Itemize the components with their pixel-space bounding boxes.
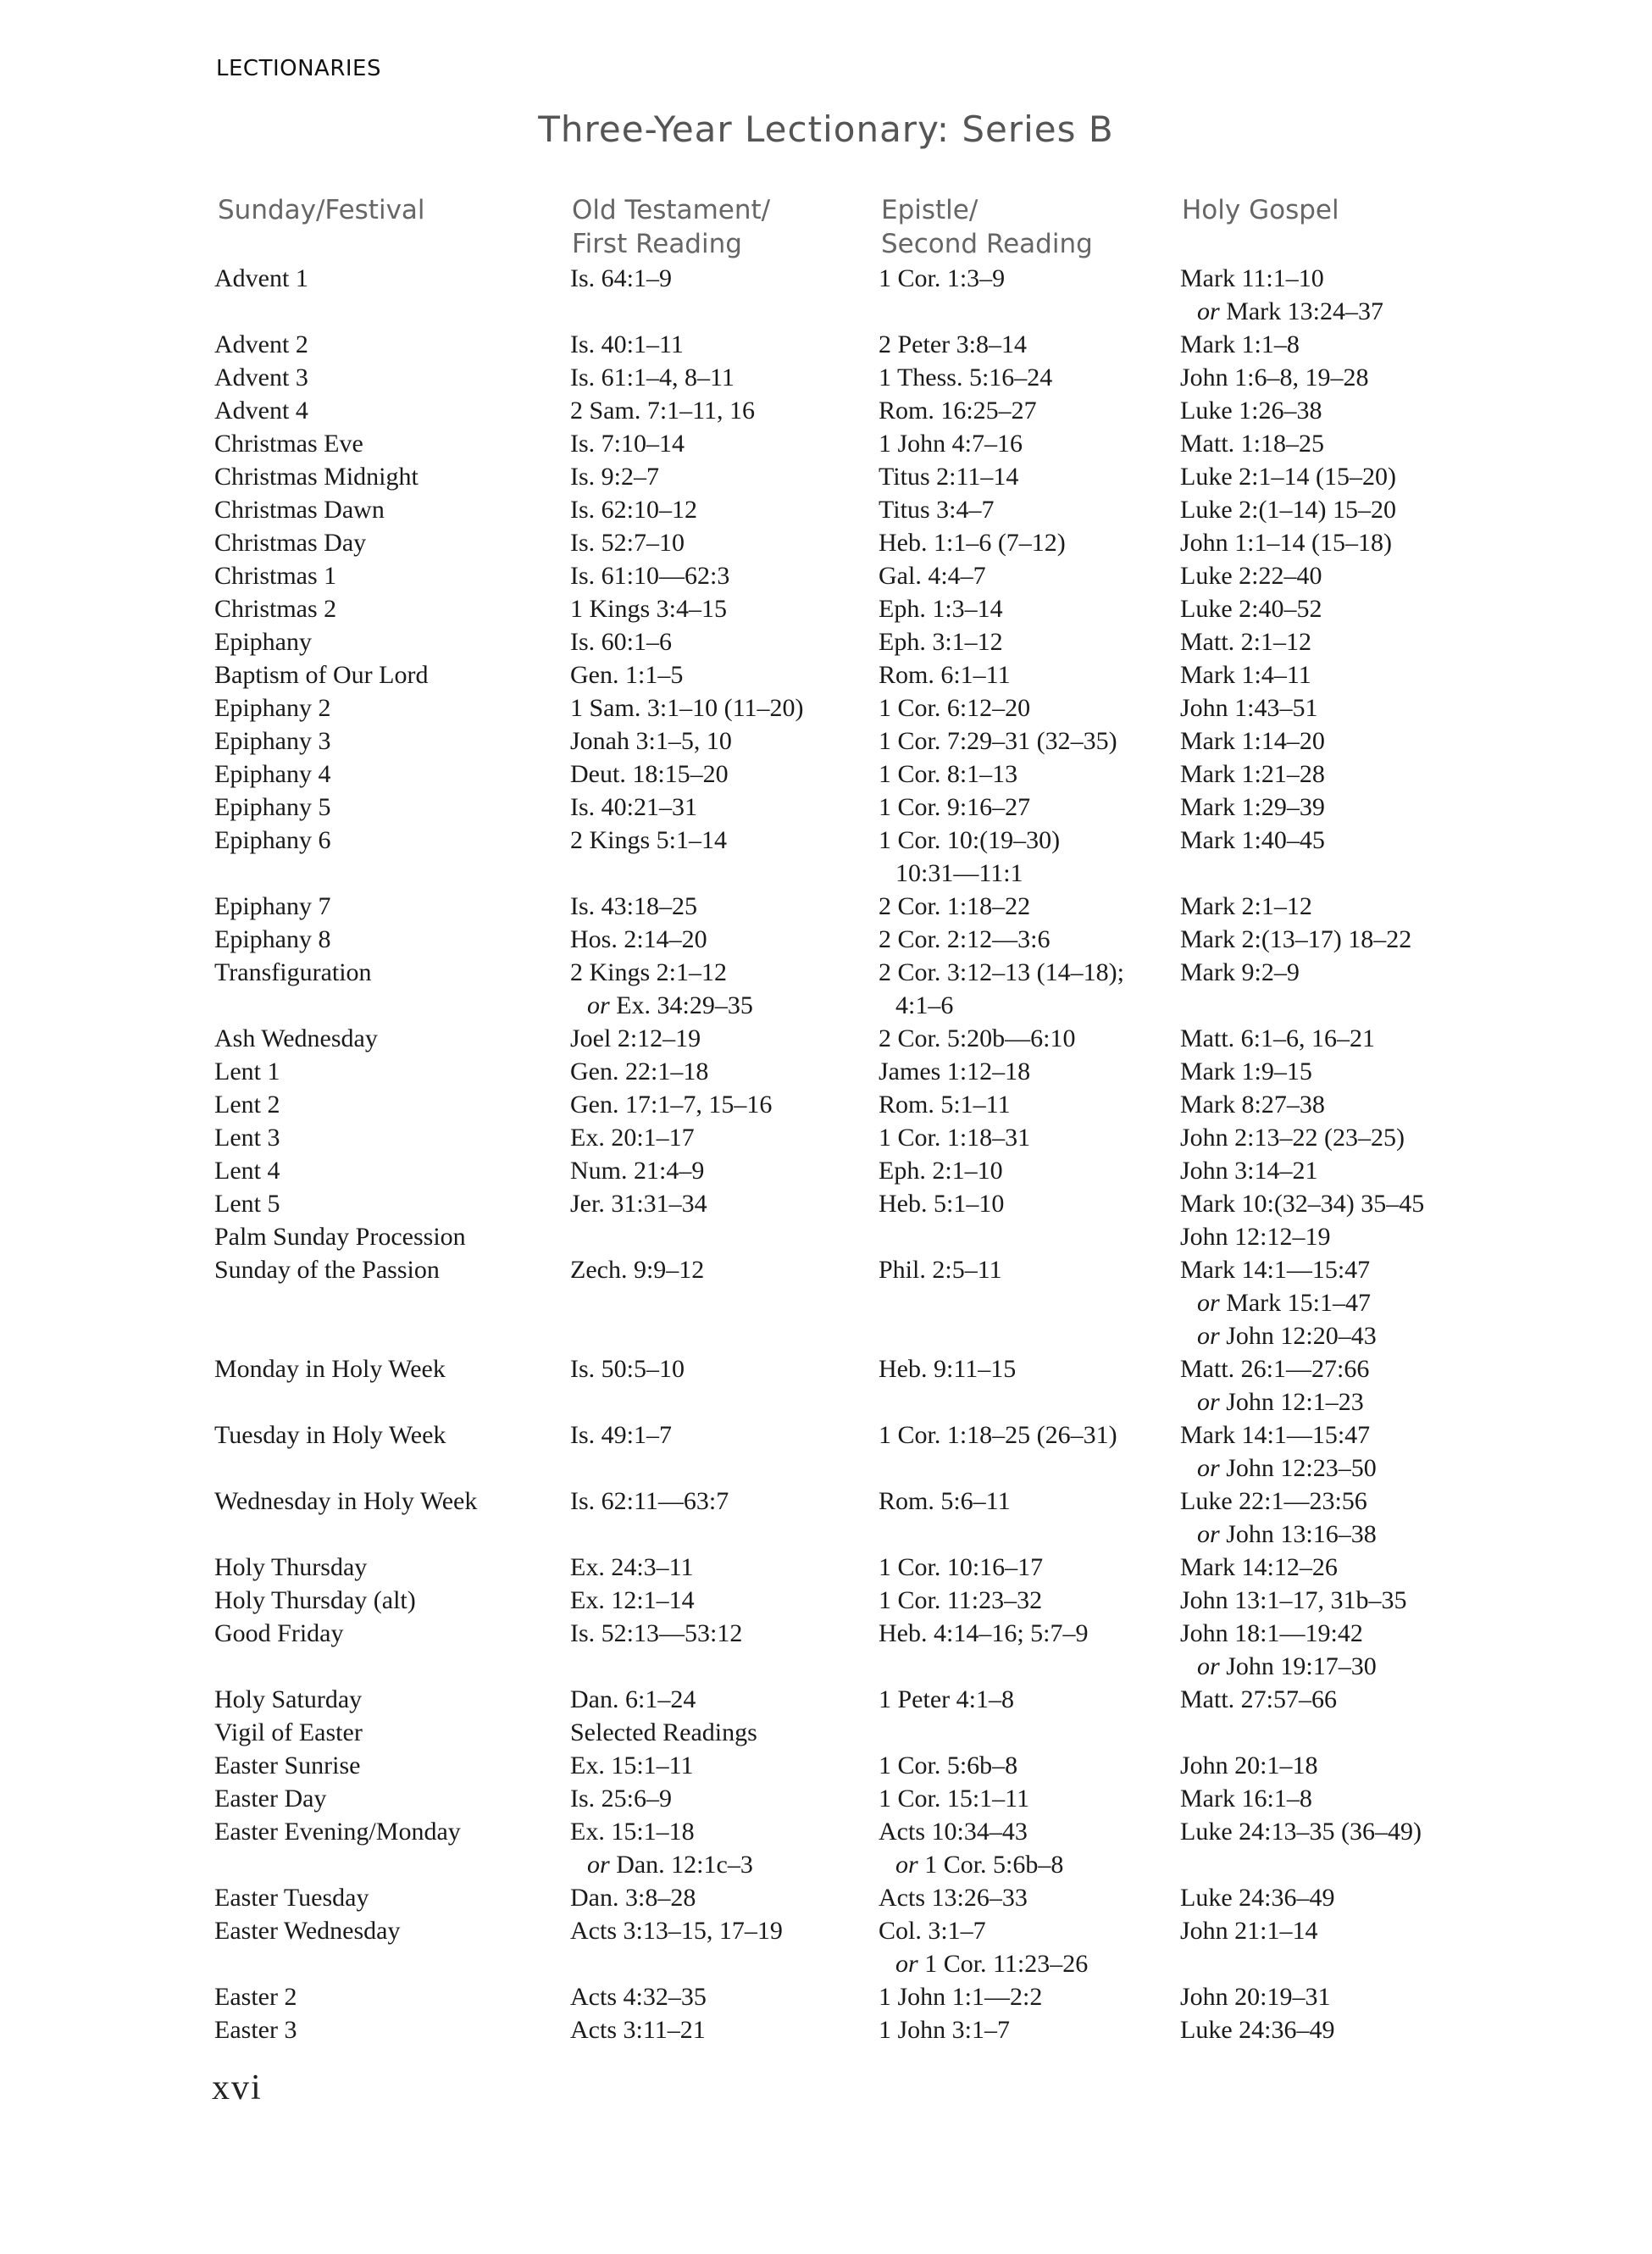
table-row <box>0 2016 1652 2049</box>
old-testament-cell: Is. 9:2–7 <box>570 463 659 491</box>
gospel-alt-cell-text: Mark 13:24–37 <box>1226 297 1384 325</box>
old-testament-cell: Gen. 1:1–5 <box>570 661 684 689</box>
epistle-cell: Rom. 16:25–27 <box>879 397 1037 425</box>
or-word: or <box>895 1851 918 1879</box>
table-row <box>0 1058 1652 1091</box>
table-row <box>0 595 1652 628</box>
gospel-cell: Luke 2:(1–14) 15–20 <box>1180 496 1396 524</box>
table-row <box>0 1752 1652 1785</box>
page-title: Three-Year Lectionary: Series B <box>538 108 1114 150</box>
header-old-testament <box>572 193 770 261</box>
festival-cell: Christmas Eve <box>214 430 363 458</box>
table-row <box>0 1190 1652 1223</box>
gospel-cell: Mark 2:(13–17) 18–22 <box>1180 925 1412 953</box>
old-testament-alt-cell <box>587 1851 753 1879</box>
gospel-cell: Luke 2:1–14 (15–20) <box>1180 463 1396 491</box>
epistle-cell: Col. 3:1–7 <box>879 1917 986 1945</box>
gospel-cell: Matt. 26:1—27:66 <box>1180 1355 1370 1383</box>
epistle-cell: 1 Cor. 1:3–9 <box>879 264 1006 292</box>
table-row <box>0 1818 1652 1884</box>
table-row <box>0 1884 1652 1917</box>
gospel-cell: Mark 2:1–12 <box>1180 892 1312 920</box>
epistle-cell: 1 John 3:1–7 <box>879 2016 1011 2044</box>
festival-cell: Lent 3 <box>214 1124 280 1152</box>
old-testament-cell: 1 Sam. 3:1–10 (11–20) <box>570 694 804 722</box>
epistle-cell: Titus 3:4–7 <box>879 496 995 524</box>
festival-cell: Tuesday in Holy Week <box>214 1421 446 1449</box>
gospel-alt2-cell <box>1197 1322 1377 1351</box>
old-testament-cell: Jer. 31:31–34 <box>570 1190 707 1218</box>
table-row <box>0 1785 1652 1818</box>
gospel-cell: Mark 14:12–26 <box>1180 1553 1338 1581</box>
festival-cell: Epiphany 7 <box>214 892 331 920</box>
or-word: or <box>1197 1388 1220 1416</box>
festival-cell: Easter Evening/Monday <box>214 1818 461 1846</box>
epistle-cell: Phil. 2:5–11 <box>879 1256 1002 1284</box>
festival-cell: Christmas Midnight <box>214 463 419 491</box>
festival-cell: Christmas 2 <box>214 595 337 623</box>
gospel-cell: Mark 1:21–28 <box>1180 760 1325 788</box>
festival-cell: Advent 3 <box>214 364 308 391</box>
gospel-alt-cell <box>1197 1289 1371 1318</box>
old-testament-cell: Is. 62:10–12 <box>570 496 697 524</box>
table-row <box>0 1091 1652 1124</box>
epistle-cell: 2 Cor. 2:12—3:6 <box>879 925 1051 953</box>
gospel-cell: Mark 11:1–10 <box>1180 264 1324 292</box>
epistle-cell: 1 Thess. 5:16–24 <box>879 364 1053 391</box>
epistle-cell: Heb. 4:14–16; 5:7–9 <box>879 1619 1089 1647</box>
old-testament-cell: Ex. 12:1–14 <box>570 1586 695 1614</box>
old-testament-cell: Ex. 24:3–11 <box>570 1553 694 1581</box>
epistle-alt-cell-text: 1 Cor. 5:6b–8 <box>924 1851 1064 1879</box>
epistle-cell: Rom. 6:1–11 <box>879 661 1011 689</box>
epistle-cell: Heb. 1:1–6 (7–12) <box>879 529 1066 557</box>
table-row <box>0 397 1652 430</box>
epistle-continued-cell: 10:31—11:1 <box>895 859 1023 887</box>
epistle-continued-cell: 4:1–6 <box>895 991 954 1019</box>
festival-cell: Sunday of the Passion <box>214 1256 440 1284</box>
old-testament-cell: 2 Kings 5:1–14 <box>570 826 728 854</box>
festival-cell: Easter 3 <box>214 2016 297 2044</box>
epistle-cell: 1 Cor. 6:12–20 <box>879 694 1031 722</box>
gospel-cell: Luke 1:26–38 <box>1180 397 1322 425</box>
festival-cell: Christmas 1 <box>214 562 337 590</box>
page-number: xvi <box>212 2068 263 2107</box>
epistle-cell: 1 Cor. 1:18–31 <box>879 1124 1031 1152</box>
epistle-cell: 1 Cor. 1:18–25 (26–31) <box>879 1421 1117 1449</box>
festival-cell: Epiphany 5 <box>214 793 331 821</box>
table-row <box>0 364 1652 397</box>
gospel-cell: John 3:14–21 <box>1180 1157 1318 1185</box>
old-testament-cell: Is. 52:7–10 <box>570 529 685 557</box>
gospel-cell: Luke 24:36–49 <box>1180 2016 1335 2044</box>
festival-cell: Advent 1 <box>214 264 308 292</box>
or-word: or <box>1197 1322 1220 1350</box>
old-testament-cell: Is. 61:1–4, 8–11 <box>570 364 735 391</box>
table-row <box>0 1157 1652 1190</box>
epistle-cell: Heb. 9:11–15 <box>879 1355 1017 1383</box>
epistle-alt-cell-text: 1 Cor. 11:23–26 <box>924 1950 1089 1978</box>
gospel-cell: Mark 10:(32–34) 35–45 <box>1180 1190 1425 1218</box>
gospel-cell: John 1:1–14 (15–18) <box>1180 529 1392 557</box>
epistle-cell: Titus 2:11–14 <box>879 463 1019 491</box>
festival-cell: Easter Sunrise <box>214 1752 361 1779</box>
festival-cell: Christmas Dawn <box>214 496 385 524</box>
running-head: LECTIONARIES <box>216 56 381 81</box>
epistle-cell: 1 John 4:7–16 <box>879 430 1023 458</box>
old-testament-cell: Is. 61:10—62:3 <box>570 562 730 590</box>
epistle-cell: Eph. 2:1–10 <box>879 1157 1003 1185</box>
old-testament-alt-cell-text: Dan. 12:1c–3 <box>616 1851 753 1879</box>
gospel-cell: Luke 22:1—23:56 <box>1180 1487 1367 1515</box>
header-festival: Sunday/Festival <box>218 195 425 225</box>
epistle-cell: James 1:12–18 <box>879 1058 1031 1085</box>
or-word: or <box>1197 297 1220 325</box>
table-row <box>0 1917 1652 1983</box>
table-row <box>0 1983 1652 2016</box>
festival-cell: Lent 2 <box>214 1091 280 1119</box>
gospel-alt-cell <box>1197 1520 1377 1549</box>
gospel-alt-cell-text: John 13:16–38 <box>1226 1520 1377 1548</box>
festival-cell: Epiphany 2 <box>214 694 331 722</box>
festival-cell: Baptism of Our Lord <box>214 661 429 689</box>
old-testament-cell: Ex. 20:1–17 <box>570 1124 695 1152</box>
gospel-cell: Mark 1:1–8 <box>1180 330 1300 358</box>
old-testament-alt-cell-text: Ex. 34:29–35 <box>616 991 753 1019</box>
lectionary-table <box>0 264 1652 2049</box>
old-testament-cell: Selected Readings <box>570 1718 757 1746</box>
gospel-cell: John 20:19–31 <box>1180 1983 1331 2011</box>
or-word: or <box>587 1851 610 1879</box>
old-testament-cell: 2 Sam. 7:1–11, 16 <box>570 397 756 425</box>
epistle-cell: Heb. 5:1–10 <box>879 1190 1005 1218</box>
epistle-cell: Eph. 1:3–14 <box>879 595 1003 623</box>
festival-cell: Holy Thursday <box>214 1553 368 1581</box>
gospel-cell: John 20:1–18 <box>1180 1752 1318 1779</box>
festival-cell: Transfiguration <box>214 958 372 986</box>
festival-cell: Easter Tuesday <box>214 1884 369 1912</box>
old-testament-cell: Is. 7:10–14 <box>570 430 685 458</box>
table-row <box>0 727 1652 760</box>
table-row <box>0 330 1652 364</box>
gospel-cell: John 2:13–22 (23–25) <box>1180 1124 1405 1152</box>
table-row <box>0 694 1652 727</box>
gospel-cell: John 13:1–17, 31b–35 <box>1180 1586 1407 1614</box>
epistle-cell: 1 Cor. 9:16–27 <box>879 793 1031 821</box>
header-old-testament-line1: Old Testament/ <box>572 195 771 225</box>
table-row <box>0 925 1652 958</box>
old-testament-cell: Is. 25:6–9 <box>570 1785 672 1813</box>
table-row <box>0 793 1652 826</box>
gospel-alt-cell-text: John 12:23–50 <box>1226 1454 1377 1482</box>
gospel-cell: John 18:1—19:42 <box>1180 1619 1363 1647</box>
gospel-cell: Luke 2:22–40 <box>1180 562 1322 590</box>
table-row <box>0 1421 1652 1487</box>
table-row <box>0 1256 1652 1355</box>
or-word: or <box>1197 1454 1220 1482</box>
epistle-cell: Gal. 4:4–7 <box>879 562 986 590</box>
festival-cell: Easter 2 <box>214 1983 297 2011</box>
old-testament-cell: Ex. 15:1–11 <box>570 1752 694 1779</box>
old-testament-cell: Is. 62:11—63:7 <box>570 1487 729 1515</box>
gospel-cell: Luke 24:13–35 (36–49) <box>1180 1818 1422 1846</box>
table-row <box>0 1553 1652 1586</box>
festival-cell: Lent 4 <box>214 1157 280 1185</box>
gospel-cell: Mark 14:1—15:47 <box>1180 1256 1371 1284</box>
festival-cell: Vigil of Easter <box>214 1718 363 1746</box>
old-testament-cell: 1 Kings 3:4–15 <box>570 595 728 623</box>
old-testament-cell: Is. 40:1–11 <box>570 330 684 358</box>
epistle-cell: 1 Cor. 8:1–13 <box>879 760 1018 788</box>
table-row <box>0 1124 1652 1157</box>
old-testament-cell: Is. 60:1–6 <box>570 628 672 656</box>
table-row <box>0 463 1652 496</box>
table-row <box>0 892 1652 925</box>
table-row <box>0 430 1652 463</box>
festival-cell: Lent 5 <box>214 1190 280 1218</box>
gospel-cell: Mark 1:29–39 <box>1180 793 1325 821</box>
festival-cell: Epiphany 3 <box>214 727 331 755</box>
table-row <box>0 826 1652 892</box>
table-row <box>0 628 1652 661</box>
table-row <box>0 760 1652 793</box>
header-gospel: Holy Gospel <box>1182 195 1339 225</box>
old-testament-cell: Num. 21:4–9 <box>570 1157 705 1185</box>
gospel-cell: Matt. 27:57–66 <box>1180 1685 1337 1713</box>
epistle-cell: 2 Cor. 5:20b—6:10 <box>879 1024 1076 1052</box>
gospel-cell: Luke 24:36–49 <box>1180 1884 1335 1912</box>
gospel-cell: Mark 1:9–15 <box>1180 1058 1312 1085</box>
gospel-cell: Matt. 2:1–12 <box>1180 628 1311 656</box>
festival-cell: Advent 2 <box>214 330 308 358</box>
festival-cell: Holy Thursday (alt) <box>214 1586 416 1614</box>
old-testament-cell: Is. 49:1–7 <box>570 1421 672 1449</box>
table-row <box>0 1586 1652 1619</box>
festival-cell: Advent 4 <box>214 397 308 425</box>
epistle-cell: 1 Cor. 5:6b–8 <box>879 1752 1018 1779</box>
gospel-alt2-cell-text: John 12:20–43 <box>1226 1322 1377 1350</box>
gospel-alt-cell <box>1197 1454 1377 1483</box>
festival-cell: Ash Wednesday <box>214 1024 378 1052</box>
epistle-cell: 1 Cor. 10:16–17 <box>879 1553 1044 1581</box>
epistle-cell: Eph. 3:1–12 <box>879 628 1003 656</box>
gospel-cell: John 21:1–14 <box>1180 1917 1318 1945</box>
gospel-cell: Matt. 6:1–6, 16–21 <box>1180 1024 1375 1052</box>
old-testament-cell: Acts 3:13–15, 17–19 <box>570 1917 783 1945</box>
gospel-cell: Mark 14:1—15:47 <box>1180 1421 1371 1449</box>
gospel-alt-cell <box>1197 1652 1377 1681</box>
old-testament-cell: Gen. 22:1–18 <box>570 1058 709 1085</box>
old-testament-cell: Is. 50:5–10 <box>570 1355 685 1383</box>
gospel-alt-cell-text: John 12:1–23 <box>1226 1388 1364 1416</box>
table-row <box>0 1685 1652 1718</box>
old-testament-cell: Is. 43:18–25 <box>570 892 697 920</box>
table-row <box>0 1487 1652 1553</box>
epistle-cell: Rom. 5:6–11 <box>879 1487 1011 1515</box>
table-row <box>0 1619 1652 1685</box>
old-testament-cell: Zech. 9:9–12 <box>570 1256 705 1284</box>
epistle-cell: 1 Cor. 11:23–32 <box>879 1586 1043 1614</box>
or-word: or <box>1197 1289 1220 1317</box>
old-testament-cell: Hos. 2:14–20 <box>570 925 707 953</box>
header-epistle <box>881 193 1093 261</box>
table-row <box>0 1223 1652 1256</box>
old-testament-cell: Joel 2:12–19 <box>570 1024 701 1052</box>
epistle-cell: 1 Cor. 15:1–11 <box>879 1785 1030 1813</box>
festival-cell: Palm Sunday Procession <box>214 1223 466 1251</box>
gospel-cell: Mark 8:27–38 <box>1180 1091 1325 1119</box>
old-testament-cell: Is. 52:13—53:12 <box>570 1619 743 1647</box>
epistle-cell: Acts 10:34–43 <box>879 1818 1028 1846</box>
epistle-alt-cell <box>895 1950 1088 1979</box>
epistle-cell: 1 Peter 4:1–8 <box>879 1685 1014 1713</box>
festival-cell: Easter Day <box>214 1785 327 1813</box>
epistle-cell: 2 Peter 3:8–14 <box>879 330 1027 358</box>
gospel-alt-cell <box>1197 1388 1364 1417</box>
epistle-cell: 1 Cor. 10:(19–30) <box>879 826 1061 854</box>
table-row <box>0 958 1652 1024</box>
old-testament-alt-cell <box>587 991 753 1020</box>
festival-cell: Epiphany 8 <box>214 925 331 953</box>
festival-cell: Epiphany 4 <box>214 760 331 788</box>
festival-cell: Good Friday <box>214 1619 344 1647</box>
table-row <box>0 264 1652 330</box>
festival-cell: Wednesday in Holy Week <box>214 1487 478 1515</box>
table-row <box>0 562 1652 595</box>
festival-cell: Monday in Holy Week <box>214 1355 446 1383</box>
epistle-cell: Acts 13:26–33 <box>879 1884 1028 1912</box>
header-old-testament-line2: First Reading <box>572 229 742 259</box>
epistle-cell: Rom. 5:1–11 <box>879 1091 1011 1119</box>
festival-cell: Epiphany <box>214 628 312 656</box>
or-word: or <box>895 1950 918 1978</box>
epistle-cell: 2 Cor. 3:12–13 (14–18); <box>879 958 1124 986</box>
epistle-cell: 1 John 1:1—2:2 <box>879 1983 1043 2011</box>
old-testament-cell: Ex. 15:1–18 <box>570 1818 695 1846</box>
old-testament-cell: Deut. 18:15–20 <box>570 760 729 788</box>
table-row <box>0 1024 1652 1058</box>
or-word: or <box>1197 1652 1220 1680</box>
table-row <box>0 529 1652 562</box>
gospel-cell: Luke 2:40–52 <box>1180 595 1322 623</box>
festival-cell: Epiphany 6 <box>214 826 331 854</box>
old-testament-cell: Is. 64:1–9 <box>570 264 672 292</box>
old-testament-cell: Is. 40:21–31 <box>570 793 697 821</box>
table-row <box>0 1718 1652 1752</box>
table-row <box>0 661 1652 694</box>
header-epistle-line2: Second Reading <box>881 229 1093 259</box>
or-word: or <box>587 991 610 1019</box>
old-testament-cell: Acts 3:11–21 <box>570 2016 706 2044</box>
old-testament-cell: 2 Kings 2:1–12 <box>570 958 728 986</box>
table-row <box>0 1355 1652 1421</box>
gospel-cell: John 12:12–19 <box>1180 1223 1331 1251</box>
gospel-cell: Matt. 1:18–25 <box>1180 430 1324 458</box>
gospel-alt-cell <box>1197 297 1383 326</box>
gospel-cell: Mark 16:1–8 <box>1180 1785 1312 1813</box>
gospel-alt-cell-text: Mark 15:1–47 <box>1226 1289 1372 1317</box>
old-testament-cell: Dan. 6:1–24 <box>570 1685 696 1713</box>
gospel-cell: John 1:6–8, 19–28 <box>1180 364 1369 391</box>
old-testament-cell: Acts 4:32–35 <box>570 1983 707 2011</box>
old-testament-cell: Jonah 3:1–5, 10 <box>570 727 732 755</box>
epistle-cell: 1 Cor. 7:29–31 (32–35) <box>879 727 1117 755</box>
epistle-cell: 2 Cor. 1:18–22 <box>879 892 1031 920</box>
festival-cell: Christmas Day <box>214 529 367 557</box>
festival-cell: Holy Saturday <box>214 1685 363 1713</box>
old-testament-cell: Gen. 17:1–7, 15–16 <box>570 1091 773 1119</box>
gospel-alt-cell-text: John 19:17–30 <box>1226 1652 1377 1680</box>
festival-cell: Lent 1 <box>214 1058 280 1085</box>
old-testament-cell: Dan. 3:8–28 <box>570 1884 696 1912</box>
epistle-alt-cell <box>895 1851 1063 1879</box>
or-word: or <box>1197 1520 1220 1548</box>
header-epistle-line1: Epistle/ <box>881 195 978 225</box>
gospel-cell: Mark 1:14–20 <box>1180 727 1325 755</box>
festival-cell: Easter Wednesday <box>214 1917 401 1945</box>
gospel-cell: Mark 1:4–11 <box>1180 661 1311 689</box>
table-row <box>0 496 1652 529</box>
gospel-cell: John 1:43–51 <box>1180 694 1318 722</box>
gospel-cell: Mark 9:2–9 <box>1180 958 1300 986</box>
gospel-cell: Mark 1:40–45 <box>1180 826 1325 854</box>
